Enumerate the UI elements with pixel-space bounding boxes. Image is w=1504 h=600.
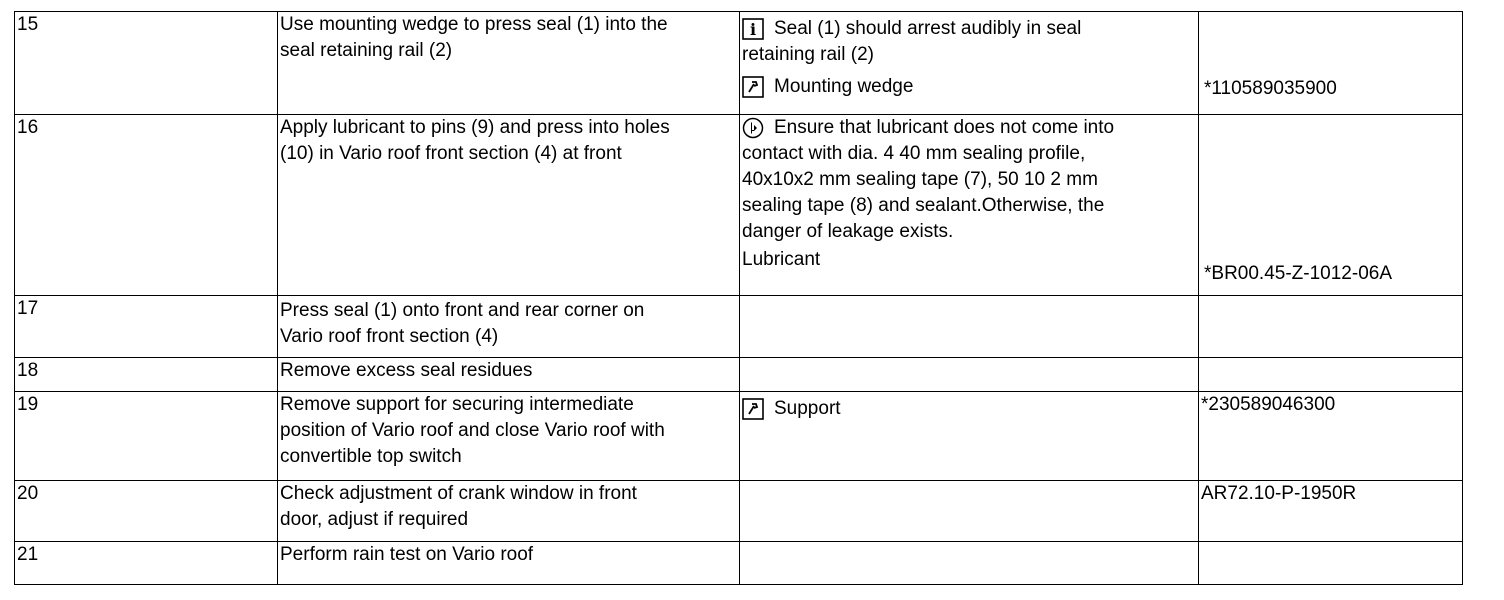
svg-text:i: i <box>749 20 757 39</box>
table-row <box>15 481 1463 542</box>
step-description <box>278 296 740 358</box>
reference-cell <box>1199 358 1463 392</box>
reference-cell <box>1199 481 1463 542</box>
reference-cell <box>1199 392 1463 481</box>
description-line: convertible top switch <box>280 446 462 467</box>
procedure-table <box>14 11 1463 585</box>
note-text: Ensure that lubricant does not come into <box>774 117 1115 138</box>
step-number: 16 <box>15 115 278 296</box>
step-number: 20 <box>15 481 278 542</box>
table-row <box>15 392 1463 481</box>
table-row <box>15 12 1463 115</box>
step-number: 15 <box>15 12 278 115</box>
reference-cell <box>1199 296 1463 358</box>
step-description <box>278 358 740 392</box>
description-line: Remove support for securing intermediate <box>280 394 634 415</box>
description-line: door, adjust if required <box>280 509 469 530</box>
step-notes <box>740 392 1199 481</box>
reference-number: *BR00.45-Z-1012-06A <box>1204 263 1392 284</box>
table-row <box>15 358 1463 392</box>
step-notes <box>740 12 1199 115</box>
description-line: Press seal (1) onto front and rear corner on <box>280 300 645 321</box>
note-text: danger of leakage exists. <box>742 221 954 242</box>
description-line: Perform rain test on Vario roof <box>280 544 534 565</box>
reference-cell <box>1199 115 1463 296</box>
step-number: 18 <box>15 358 278 392</box>
note-text: Seal (1) should arrest audibly in seal <box>774 18 1082 39</box>
reference-number: *110589035900 <box>1204 78 1337 99</box>
note-text: retaining rail (2) <box>742 44 874 65</box>
note-text: Mounting wedge <box>774 76 914 97</box>
note-text: sealing tape (8) and sealant.Otherwise, the <box>742 195 1105 216</box>
description-line: position of Vario roof and close Vario roof with <box>280 420 665 441</box>
note-text: Lubricant <box>742 249 821 270</box>
step-description <box>278 481 740 542</box>
warning-icon <box>742 117 764 139</box>
description-line: Check adjustment of crank window in front <box>280 483 637 504</box>
table-row <box>15 115 1463 296</box>
tool-icon <box>742 76 764 98</box>
note-text: 40x10x2 mm sealing tape (7), 50 10 2 mm <box>742 169 1098 190</box>
step-notes <box>740 358 1199 392</box>
reference-number: AR72.10-P-1950R <box>1201 483 1357 504</box>
description-line: Apply lubricant to pins (9) and press into holes <box>280 117 670 138</box>
description-line: Vario roof front section (4) <box>280 326 499 347</box>
step-description <box>278 542 740 585</box>
note-text: Support <box>774 398 841 419</box>
reference-cell <box>1199 542 1463 585</box>
tool-icon <box>742 398 764 420</box>
description-line: (10) in Vario roof front section (4) at front <box>280 143 622 164</box>
step-number: 19 <box>15 392 278 481</box>
description-line: seal retaining rail (2) <box>280 40 453 61</box>
step-description <box>278 115 740 296</box>
step-notes <box>740 296 1199 358</box>
step-description <box>278 392 740 481</box>
step-notes <box>740 481 1199 542</box>
step-description <box>278 12 740 115</box>
step-number: 21 <box>15 542 278 585</box>
table-row <box>15 296 1463 358</box>
step-notes <box>740 115 1199 296</box>
step-notes <box>740 542 1199 585</box>
note-text: contact with dia. 4 40 mm sealing profile, <box>742 143 1086 164</box>
table-row <box>15 542 1463 585</box>
description-line: Use mounting wedge to press seal (1) into the <box>280 14 668 35</box>
reference-cell <box>1199 12 1463 115</box>
reference-number: *230589046300 <box>1201 394 1336 415</box>
info-icon <box>742 18 764 40</box>
description-line: Remove excess seal residues <box>280 360 533 381</box>
step-number: 17 <box>15 296 278 358</box>
